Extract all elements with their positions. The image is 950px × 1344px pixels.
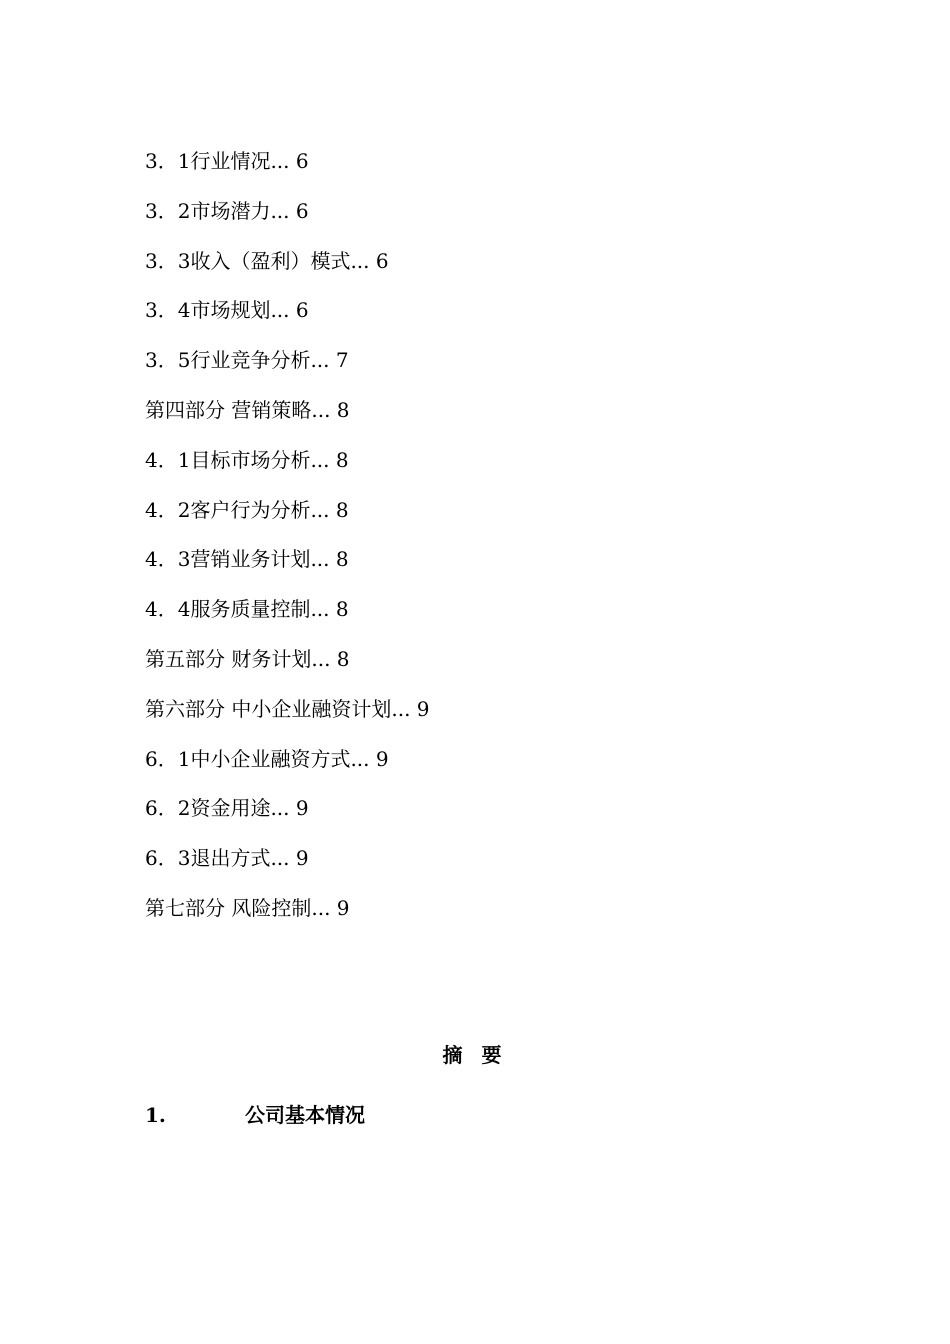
toc-entry: 6．1中小企业融资方式... 9: [145, 746, 389, 771]
toc-entry: 3．3收入（盈利）模式... 6: [145, 248, 389, 273]
section-heading: [145, 1098, 365, 1132]
toc-entry: 3．1行业情况... 6: [145, 149, 309, 173]
toc-entry: 第四部分 营销策略... 8: [145, 397, 350, 422]
toc-entry: 6．2资金用途... 9: [145, 796, 309, 821]
toc-entry: 3．2市场潜力... 6: [145, 198, 309, 223]
toc-entry: 4．4服务质量控制... 8: [145, 597, 349, 622]
toc-entry: 3．4市场规划... 6: [145, 298, 309, 323]
toc-entry: 第五部分 财务计划... 8: [145, 646, 350, 671]
toc-entry: 4．1目标市场分析... 8: [145, 447, 349, 472]
section-number: 1.: [145, 1103, 166, 1127]
toc-entry: 6．3退出方式... 9: [145, 846, 309, 871]
toc-entry: 3．5行业竞争分析... 7: [145, 348, 349, 373]
toc-entry: 4．3营销业务计划... 8: [145, 547, 349, 572]
toc-entry: 4．2客户行为分析... 8: [145, 497, 349, 522]
summary-title: 摘 要: [442, 1043, 508, 1067]
section-title: 公司基本情况: [245, 1103, 365, 1127]
toc-entry: 第六部分 中小企业融资计划... 9: [145, 696, 430, 721]
table-of-contents: [145, 144, 430, 941]
toc-entry: 第七部分 风险控制... 9: [145, 895, 350, 920]
